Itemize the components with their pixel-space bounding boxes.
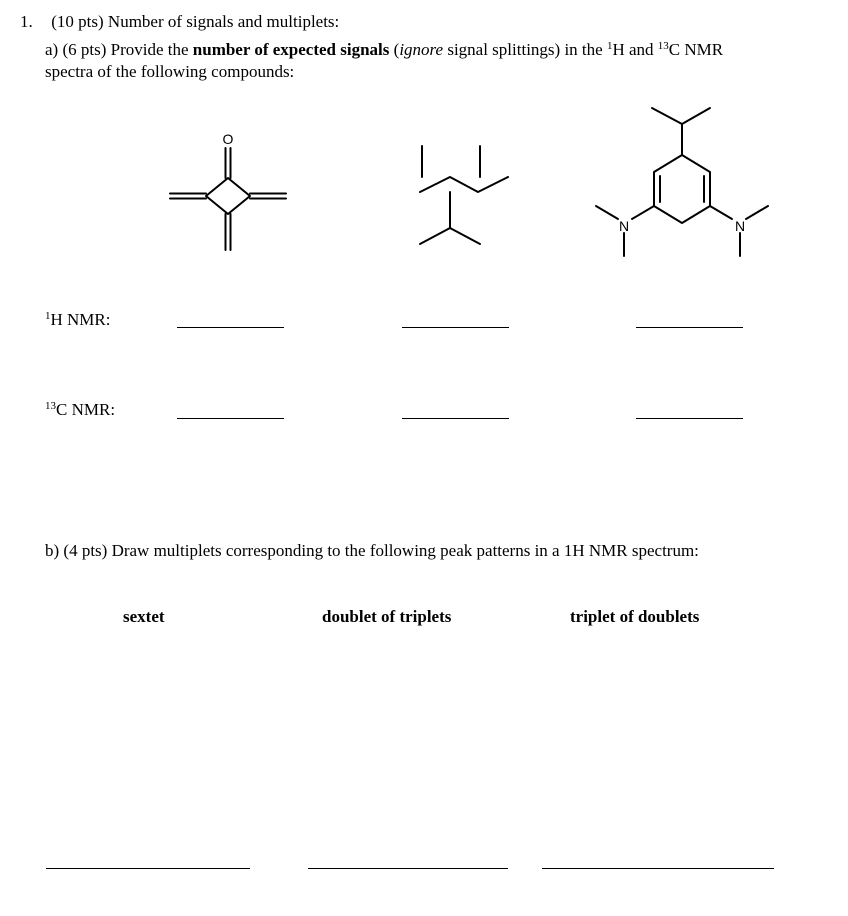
molecule-1-ring [206, 178, 250, 214]
drawing-baseline-2[interactable] [308, 868, 508, 869]
c-nmr-text: C NMR: [56, 400, 116, 419]
molecule-2-bond [420, 228, 450, 244]
h-nmr-label [45, 310, 110, 330]
c-nmr-label [45, 400, 115, 420]
answer-blank-h-3[interactable] [636, 327, 743, 328]
part-a-prefix: a) (6 pts) Provide the [45, 40, 193, 59]
molecule-3-bond [596, 206, 618, 219]
molecule-3-bond [710, 206, 732, 219]
molecule-3-bond [632, 206, 654, 219]
question-number-title [20, 12, 339, 32]
answer-blank-h-2[interactable] [402, 327, 509, 328]
answer-blank-c-2[interactable] [402, 418, 509, 419]
answer-blank-h-1[interactable] [177, 327, 284, 328]
h-nmr-text: H NMR: [50, 310, 111, 329]
column-doublet-of-triplets: doublet of triplets [322, 607, 452, 626]
part-a-line1 [45, 40, 723, 60]
molecule-1-atom-o: O [222, 131, 234, 147]
h-nmr-sup: 1 [45, 310, 51, 322]
question-title: (10 pts) Number of signals and multiplets: [51, 12, 340, 31]
molecule-3-bond [652, 108, 682, 124]
part-a-italic: ignore [399, 40, 444, 59]
part-a-paren: ( [389, 40, 400, 59]
molecule-2-bond [450, 228, 480, 244]
column-sextet: sextet [123, 607, 165, 626]
answer-blank-c-3[interactable] [636, 418, 743, 419]
molecule-1-structure [160, 120, 300, 260]
part-a-c-nmr: C NMR [668, 40, 724, 59]
molecule-3-ring [654, 155, 710, 223]
c-nmr-sup: 13 [45, 400, 56, 412]
answer-blank-c-1[interactable] [177, 418, 284, 419]
part-a-sup-1: 1 [606, 40, 613, 52]
drawing-baseline-3[interactable] [542, 868, 774, 869]
part-b-text: b) (4 pts) Draw multiplets corresponding to the following peak patterns in a 1H NMR spectrum: [45, 541, 699, 560]
molecule-3-bond [682, 108, 710, 124]
drawing-baseline-1[interactable] [46, 868, 250, 869]
part-a-bold: number of expected signals [192, 40, 390, 59]
question-number: 1. [20, 12, 33, 31]
molecule-3-bond [746, 206, 768, 219]
part-a-line2: spectra of the following compounds: [45, 62, 295, 81]
part-a-mid: signal splittings) in the [443, 40, 607, 59]
part-a-sup-13: 13 [657, 40, 669, 52]
part-a-h-and: H and [612, 40, 658, 59]
molecule-2-chain [420, 177, 508, 192]
molecule-3-structure [590, 100, 780, 270]
column-triplet-of-doublets: triplet of doublets [570, 607, 700, 626]
molecule-3-atom-n-left: N [618, 218, 630, 234]
molecule-2-structure [390, 140, 530, 260]
molecule-3-atom-n-right: N [734, 218, 746, 234]
